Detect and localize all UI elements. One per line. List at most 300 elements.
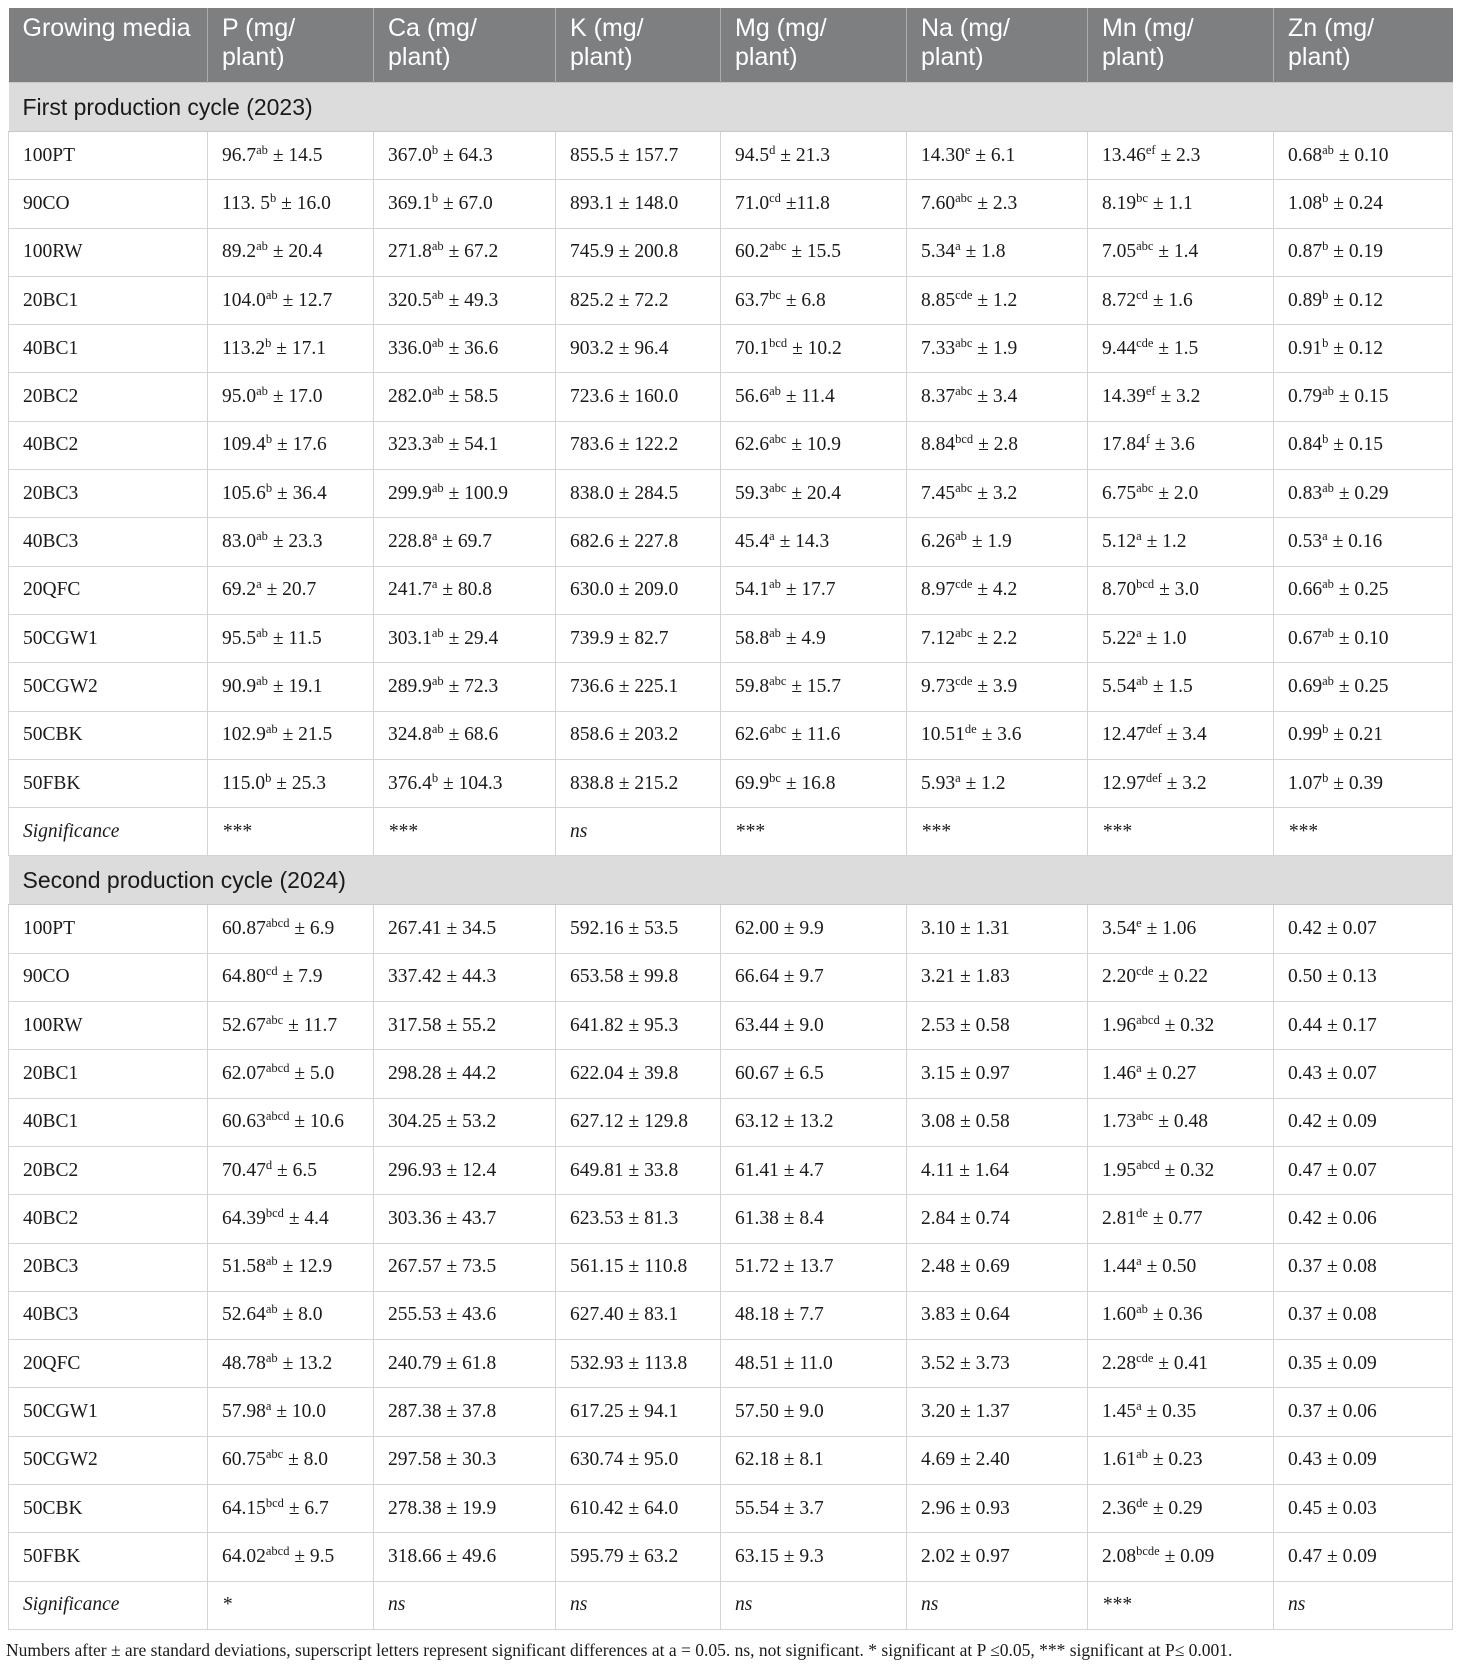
cell-na: [907, 373, 1088, 421]
significance-letters: ab: [769, 625, 781, 640]
significance-letters: ab: [256, 625, 268, 640]
significance-letters: b: [270, 190, 277, 205]
cell-growing-media: 20BC2: [9, 373, 208, 421]
cell-mg: [721, 663, 907, 711]
cell-sd: ± 0.41: [1153, 1352, 1209, 1374]
cell-value: 7.60: [921, 192, 956, 214]
cell-mn: [1088, 759, 1274, 807]
cell-sd: ± 21.3: [775, 144, 830, 166]
significance-letters: ab: [1322, 673, 1334, 688]
cell-p: [208, 132, 374, 180]
cell-value: 45.4: [735, 531, 770, 553]
cell-value: 8.70: [1102, 579, 1137, 601]
cell-sd: ± 58.5: [443, 386, 499, 408]
cell-k: 595.79 ± 63.2: [556, 1533, 721, 1581]
cell-value: 62.07: [222, 1062, 266, 1084]
cell-value: 2.08: [1102, 1545, 1137, 1567]
cell-k: 736.6 ± 225.1: [556, 663, 721, 711]
cell-sd: ± 0.15: [1333, 386, 1389, 408]
cell-sd: ± 0.50: [1141, 1256, 1197, 1278]
significance-letters: abcd: [1136, 1157, 1160, 1172]
cell-value: 271.8: [388, 241, 432, 263]
cell-ca: [374, 276, 556, 324]
cell-na: [907, 518, 1088, 566]
cell-mg: 63.15 ± 9.3: [721, 1533, 907, 1581]
cell-zn: 0.50 ± 0.13: [1274, 953, 1453, 1001]
cell-sd: ± 1.8: [960, 241, 1006, 263]
cell-na: 2.96 ± 0.93: [907, 1485, 1088, 1533]
cell-k: 561.15 ± 110.8: [556, 1243, 721, 1291]
cell-sd: ± 0.32: [1159, 1159, 1215, 1181]
cell-mn: [1088, 421, 1274, 469]
significance-letters: bcd: [265, 1495, 284, 1510]
cell-value: 10.51: [921, 724, 965, 746]
significance-letters: b: [1322, 722, 1329, 737]
cell-mg: 48.18 ± 7.7: [721, 1291, 907, 1339]
cell-mg: [721, 373, 907, 421]
cell-k: 627.40 ± 83.1: [556, 1291, 721, 1339]
significance-letters: cde: [955, 673, 973, 688]
significance-letters: abc: [955, 335, 973, 350]
cell-zn: [1274, 711, 1453, 759]
cell-sd: ± 0.39: [1328, 772, 1383, 794]
cell-value: 105.6: [222, 482, 266, 504]
cell-p: [208, 1098, 374, 1146]
cell-sd: ± 3.6: [1150, 434, 1195, 456]
cell-sd: ± 3.4: [972, 386, 1018, 408]
cell-sd: ± 29.4: [443, 627, 499, 649]
significance-letters: abc: [955, 625, 973, 640]
cell-value: 9.44: [1102, 337, 1137, 359]
cell-p: [208, 518, 374, 566]
cell-sd: ± 17.6: [272, 434, 327, 456]
cell-mn: [1088, 276, 1274, 324]
cell-p: [208, 1146, 374, 1194]
cell-sd: ± 23.3: [267, 531, 323, 553]
cell-sd: ± 1.5: [1153, 337, 1199, 359]
significance-letters: b: [1322, 432, 1329, 447]
significance-mg: ns: [721, 1581, 907, 1629]
cell-sd: ± 67.0: [438, 192, 493, 214]
cell-sd: ± 2.2: [972, 627, 1018, 649]
cell-na: 3.08 ± 0.58: [907, 1098, 1088, 1146]
cell-mn: [1088, 1146, 1274, 1194]
significance-letters: abc: [1136, 1109, 1154, 1124]
significance-letters: a: [256, 577, 262, 592]
cell-mg: [721, 518, 907, 566]
cell-mn: [1088, 180, 1274, 228]
cell-value: 1.61: [1102, 1449, 1137, 1471]
significance-letters: ab: [265, 1350, 278, 1365]
cell-value: 8.72: [1102, 289, 1137, 311]
significance-letters: b: [431, 142, 439, 157]
significance-letters: abcd: [265, 1109, 290, 1124]
significance-letters: ab: [1322, 142, 1334, 157]
header-growing-media: Growing media: [9, 8, 208, 83]
cell-zn: [1274, 663, 1453, 711]
cell-p: [208, 663, 374, 711]
cell-sd: ± 0.23: [1147, 1449, 1203, 1471]
significance-letters: def: [1145, 770, 1162, 785]
cell-mn: [1088, 566, 1274, 614]
cell-sd: ± 9.5: [289, 1545, 335, 1567]
cell-p: [208, 1050, 374, 1098]
cell-sd: ± 14.3: [774, 531, 830, 553]
cell-value: 1.08: [1288, 192, 1323, 214]
cell-value: 71.0: [735, 192, 770, 214]
significance-letters: b: [265, 770, 272, 785]
cell-k: 893.1 ± 148.0: [556, 180, 721, 228]
cell-sd: ± 54.1: [443, 434, 499, 456]
cell-ca: [374, 614, 556, 662]
significance-letters: abc: [769, 432, 787, 447]
cell-sd: ± 5.0: [289, 1062, 335, 1084]
cell-sd: ± 36.6: [443, 337, 499, 359]
cell-sd: ± 0.09: [1159, 1545, 1215, 1567]
cell-sd: ± 17.1: [271, 337, 326, 359]
cell-k: 610.42 ± 64.0: [556, 1485, 721, 1533]
significance-letters: def: [1145, 722, 1162, 737]
significance-letters: a: [1136, 1254, 1142, 1269]
cell-mg: 51.72 ± 13.7: [721, 1243, 907, 1291]
significance-letters: bcd: [769, 335, 788, 350]
cell-zn: 0.42 ± 0.06: [1274, 1195, 1453, 1243]
cell-value: 3.54: [1102, 918, 1137, 940]
cell-sd: ± 49.3: [443, 289, 499, 311]
significance-letters: abc: [769, 673, 787, 688]
header-p: P (mg/ plant): [208, 8, 374, 83]
cell-p: [208, 614, 374, 662]
significance-letters: ef: [1145, 142, 1156, 157]
significance-letters: ab: [431, 722, 444, 737]
cell-value: 60.87: [222, 918, 266, 940]
cell-p: [208, 1388, 374, 1436]
cell-mg: [721, 276, 907, 324]
significance-letters: a: [1322, 529, 1328, 544]
cell-growing-media: 50CBK: [9, 1485, 208, 1533]
table-body: [9, 83, 1453, 1630]
cell-p: [208, 759, 374, 807]
cell-p: [208, 470, 374, 518]
table-row: [9, 228, 1453, 276]
cell-value: 0.69: [1288, 675, 1323, 697]
cell-mn: [1088, 325, 1274, 373]
section-header-row: [9, 856, 1453, 905]
significance-letters: cde: [1136, 335, 1154, 350]
cell-na: [907, 614, 1088, 662]
cell-value: 0.91: [1288, 337, 1323, 359]
significance-letters: a: [769, 529, 775, 544]
cell-na: [907, 759, 1088, 807]
significance-letters: ab: [256, 529, 268, 544]
cell-sd: ±11.8: [780, 192, 830, 214]
significance-letters: ab: [1136, 1302, 1148, 1317]
cell-k: 622.04 ± 39.8: [556, 1050, 721, 1098]
cell-k: 903.2 ± 96.4: [556, 325, 721, 373]
cell-sd: ± 6.7: [283, 1497, 329, 1519]
cell-value: 60.63: [222, 1111, 266, 1133]
significance-letters: bcd: [1136, 577, 1155, 592]
significance-letters: b: [1322, 190, 1329, 205]
cell-sd: ± 0.16: [1327, 531, 1383, 553]
table-row: [9, 1291, 1453, 1339]
cell-ca: [374, 470, 556, 518]
cell-sd: ± 1.4: [1153, 241, 1199, 263]
significance-letters: ab: [256, 142, 268, 157]
cell-growing-media: 100RW: [9, 228, 208, 276]
cell-sd: ± 11.6: [786, 724, 841, 746]
significance-letters: ab: [1136, 1447, 1148, 1462]
cell-sd: ± 0.35: [1141, 1401, 1197, 1423]
cell-ca: [374, 373, 556, 421]
cell-sd: ± 0.10: [1333, 627, 1389, 649]
cell-sd: ± 72.3: [443, 675, 499, 697]
significance-letters: cde: [955, 577, 973, 592]
cell-sd: ± 3.2: [972, 482, 1018, 504]
cell-value: 0.99: [1288, 724, 1323, 746]
cell-growing-media: 100PT: [9, 905, 208, 953]
cell-mg: 62.18 ± 8.1: [721, 1436, 907, 1484]
table-row: [9, 614, 1453, 662]
cell-na: 2.02 ± 0.97: [907, 1533, 1088, 1581]
table-row: [9, 1340, 1453, 1388]
cell-value: 7.12: [921, 627, 956, 649]
cell-sd: ± 0.15: [1328, 434, 1383, 456]
header-na: Na (mg/ plant): [907, 8, 1088, 83]
significance-letters: ab: [1322, 480, 1334, 495]
table-row: [9, 1485, 1453, 1533]
cell-mn: [1088, 1485, 1274, 1533]
cell-zn: [1274, 421, 1453, 469]
cell-mn: [1088, 1436, 1274, 1484]
significance-letters: abc: [1136, 480, 1154, 495]
cell-sd: ± 10.9: [786, 434, 842, 456]
significance-letters: cd: [1136, 287, 1148, 302]
significance-zn: ***: [1274, 808, 1453, 856]
cell-mn: [1088, 1050, 1274, 1098]
cell-p: [208, 373, 374, 421]
cell-value: 320.5: [388, 289, 432, 311]
cell-na: 2.84 ± 0.74: [907, 1195, 1088, 1243]
significance-letters: abc: [265, 1012, 284, 1027]
cell-value: 8.19: [1102, 192, 1137, 214]
cell-value: 376.4: [388, 772, 432, 794]
significance-zn: ns: [1274, 1581, 1453, 1629]
cell-zn: [1274, 614, 1453, 662]
significance-letters: ab: [265, 1302, 278, 1317]
cell-na: 3.10 ± 1.31: [907, 905, 1088, 953]
cell-sd: ± 0.22: [1153, 966, 1209, 988]
cell-value: 90.9: [222, 675, 257, 697]
cell-value: 52.67: [222, 1014, 266, 1036]
table-row: [9, 953, 1453, 1001]
cell-value: 64.15: [222, 1497, 266, 1519]
significance-row: [9, 1581, 1453, 1629]
cell-na: [907, 566, 1088, 614]
cell-zn: [1274, 276, 1453, 324]
cell-growing-media: 50FBK: [9, 1533, 208, 1581]
table-row: [9, 905, 1453, 953]
cell-value: 0.89: [1288, 289, 1323, 311]
significance-letters: abc: [955, 190, 973, 205]
cell-sd: ± 20.7: [261, 579, 317, 601]
significance-mn: ***: [1088, 808, 1274, 856]
cell-k: 641.82 ± 95.3: [556, 1002, 721, 1050]
cell-mg: [721, 566, 907, 614]
cell-sd: ± 7.9: [277, 966, 323, 988]
table-row: [9, 518, 1453, 566]
cell-mn: [1088, 1291, 1274, 1339]
cell-mn: [1088, 518, 1274, 566]
significance-letters: a: [431, 529, 438, 544]
cell-mn: [1088, 1195, 1274, 1243]
cell-value: 8.85: [921, 289, 956, 311]
significance-mn: ***: [1088, 1581, 1274, 1629]
significance-ca: ***: [374, 808, 556, 856]
cell-mg: 62.00 ± 9.9: [721, 905, 907, 953]
cell-growing-media: 20BC1: [9, 276, 208, 324]
cell-sd: ± 16.0: [276, 192, 331, 214]
cell-growing-media: 50CGW1: [9, 614, 208, 662]
cell-mn: [1088, 373, 1274, 421]
cell-zn: 0.42 ± 0.07: [1274, 905, 1453, 953]
cell-value: 5.22: [1102, 627, 1137, 649]
cell-value: 60.75: [222, 1449, 266, 1471]
cell-ca: 240.79 ± 61.8: [374, 1340, 556, 1388]
cell-ca: [374, 566, 556, 614]
cell-mn: [1088, 614, 1274, 662]
cell-sd: ± 0.36: [1147, 1304, 1203, 1326]
cell-na: 3.21 ± 1.83: [907, 953, 1088, 1001]
cell-sd: ± 3.2: [1161, 772, 1207, 794]
significance-letters: b: [1322, 239, 1329, 254]
table-row: [9, 132, 1453, 180]
cell-value: 102.9: [222, 724, 266, 746]
cell-mn: [1088, 470, 1274, 518]
cell-sd: ± 0.10: [1333, 144, 1389, 166]
cell-value: 94.5: [735, 144, 770, 166]
significance-letters: bc: [769, 287, 781, 302]
cell-p: [208, 276, 374, 324]
cell-zn: 0.37 ± 0.08: [1274, 1291, 1453, 1339]
cell-na: 4.11 ± 1.64: [907, 1146, 1088, 1194]
header-mn: Mn (mg/ plant): [1088, 8, 1274, 83]
cell-mg: [721, 228, 907, 276]
cell-mn: [1088, 1243, 1274, 1291]
cell-value: 12.97: [1102, 772, 1146, 794]
significance-letters: b: [1322, 335, 1329, 350]
significance-letters: e: [1136, 916, 1142, 931]
cell-sd: ± 3.2: [1155, 386, 1201, 408]
cell-sd: ± 3.4: [1161, 724, 1207, 746]
cell-value: 113.2: [222, 337, 266, 359]
cell-sd: ± 2.0: [1153, 482, 1199, 504]
cell-k: 739.9 ± 82.7: [556, 614, 721, 662]
cell-growing-media: 40BC3: [9, 518, 208, 566]
cell-sd: ± 12.9: [277, 1256, 333, 1278]
cell-value: 7.45: [921, 482, 956, 504]
cell-k: 745.9 ± 200.8: [556, 228, 721, 276]
table-row: [9, 1146, 1453, 1194]
cell-sd: ± 11.4: [780, 386, 835, 408]
significance-letters: ab: [1322, 625, 1334, 640]
significance-k: ns: [556, 808, 721, 856]
cell-k: 623.53 ± 81.3: [556, 1195, 721, 1243]
cell-ca: 318.66 ± 49.6: [374, 1533, 556, 1581]
cell-mg: [721, 180, 907, 228]
cell-ca: 267.57 ± 73.5: [374, 1243, 556, 1291]
significance-letters: a: [955, 239, 961, 254]
cell-mn: [1088, 663, 1274, 711]
cell-p: [208, 180, 374, 228]
table-row: [9, 1436, 1453, 1484]
cell-zn: 0.42 ± 0.09: [1274, 1098, 1453, 1146]
significance-letters: de: [964, 722, 977, 737]
table-row: [9, 1050, 1453, 1098]
cell-sd: ± 0.48: [1153, 1111, 1209, 1133]
significance-letters: abc: [955, 480, 973, 495]
cell-value: 69.2: [222, 579, 257, 601]
cell-sd: ± 0.29: [1147, 1497, 1203, 1519]
cell-growing-media: 20BC3: [9, 1243, 208, 1291]
significance-letters: ab: [431, 625, 444, 640]
cell-value: 59.3: [735, 482, 770, 504]
cell-growing-media: 40BC1: [9, 1098, 208, 1146]
cell-p: [208, 1485, 374, 1533]
cell-mn: [1088, 1533, 1274, 1581]
cell-growing-media: 40BC2: [9, 421, 208, 469]
significance-letters: d: [769, 142, 776, 157]
cell-sd: ± 1.06: [1141, 918, 1197, 940]
cell-value: 7.05: [1102, 241, 1137, 263]
cell-sd: ± 2.8: [973, 434, 1019, 456]
cell-value: 0.67: [1288, 627, 1323, 649]
cell-zn: [1274, 228, 1453, 276]
cell-value: 228.8: [388, 531, 432, 553]
significance-letters: a: [431, 577, 438, 592]
significance-letters: ab: [769, 577, 781, 592]
cell-k: 855.5 ± 157.7: [556, 132, 721, 180]
cell-na: [907, 228, 1088, 276]
cell-sd: ± 3.0: [1154, 579, 1200, 601]
cell-zn: [1274, 759, 1453, 807]
significance-letters: abcd: [1136, 1012, 1160, 1027]
cell-sd: ± 11.7: [283, 1014, 338, 1036]
cell-value: 48.78: [222, 1352, 266, 1374]
cell-p: [208, 325, 374, 373]
cell-value: 51.58: [222, 1256, 266, 1278]
cell-value: 336.0: [388, 337, 432, 359]
significance-row: [9, 808, 1453, 856]
cell-growing-media: 90CO: [9, 953, 208, 1001]
cell-sd: ± 17.7: [780, 579, 836, 601]
significance-letters: bcd: [265, 1205, 284, 1220]
significance-letters: ab: [431, 673, 444, 688]
cell-sd: ± 0.12: [1328, 337, 1383, 359]
cell-growing-media: 50CGW2: [9, 1436, 208, 1484]
cell-sd: ± 15.5: [786, 241, 842, 263]
cell-value: 1.44: [1102, 1256, 1137, 1278]
cell-value: 289.9: [388, 675, 432, 697]
cell-zn: [1274, 373, 1453, 421]
cell-mg: 55.54 ± 3.7: [721, 1485, 907, 1533]
significance-k: ns: [556, 1581, 721, 1629]
significance-letters: a: [1136, 625, 1142, 640]
cell-value: 57.98: [222, 1401, 266, 1423]
cell-value: 64.80: [222, 966, 266, 988]
significance-ca: ns: [374, 1581, 556, 1629]
cell-value: 1.45: [1102, 1401, 1137, 1423]
